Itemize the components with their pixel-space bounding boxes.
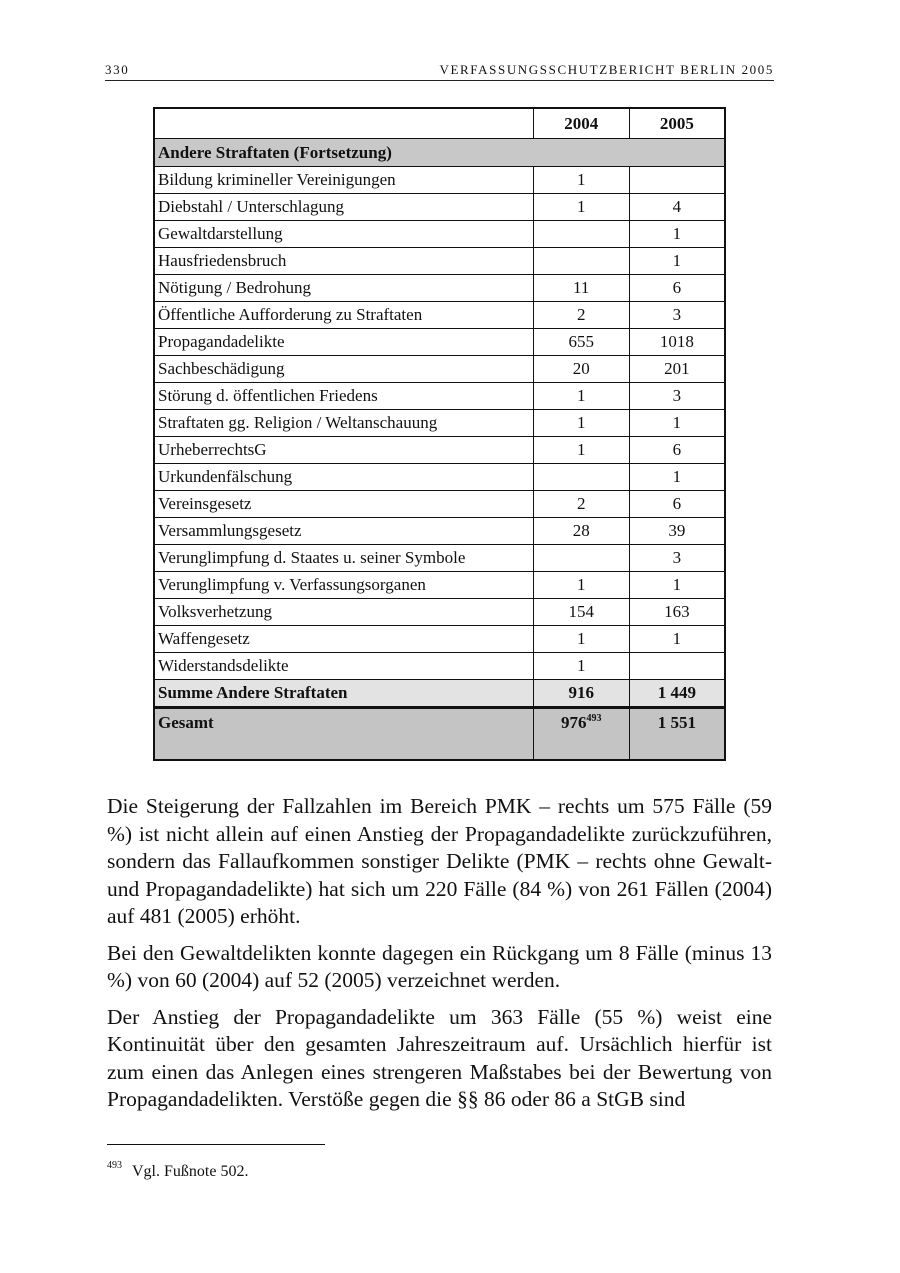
table-row — [154, 194, 725, 221]
gesamt-2005: 1 551 — [629, 708, 725, 761]
row-value-2005: 3 — [629, 545, 725, 572]
row-label: Volksverhetzung — [154, 599, 533, 626]
row-value-2005: 4 — [629, 194, 725, 221]
row-value-2004: 2 — [533, 302, 629, 329]
table-row — [154, 437, 725, 464]
table-row — [154, 545, 725, 572]
row-value-2004: 2 — [533, 491, 629, 518]
row-label: Störung d. öffentlichen Friedens — [154, 383, 533, 410]
row-value-2004 — [533, 248, 629, 275]
row-label: Gewaltdarstellung — [154, 221, 533, 248]
row-label: UrheberrechtsG — [154, 437, 533, 464]
footnote — [107, 1160, 248, 1181]
page-header — [105, 60, 774, 81]
table-row — [154, 653, 725, 680]
body-text — [107, 793, 772, 1123]
row-value-2004: 1 — [533, 167, 629, 194]
row-value-2004: 28 — [533, 518, 629, 545]
footnote-divider — [107, 1144, 325, 1145]
row-value-2004: 154 — [533, 599, 629, 626]
row-value-2004: 1 — [533, 572, 629, 599]
footnote-number: 493 — [107, 1160, 122, 1171]
table-row — [154, 599, 725, 626]
row-value-2004: 1 — [533, 437, 629, 464]
footnote-reference[interactable]: 493 — [586, 713, 602, 724]
row-value-2005: 163 — [629, 599, 725, 626]
table-row — [154, 383, 725, 410]
row-value-2005 — [629, 167, 725, 194]
row-value-2005: 1 — [629, 221, 725, 248]
section-title: Andere Straftaten (Fortsetzung) — [154, 139, 725, 167]
row-value-2005: 3 — [629, 383, 725, 410]
running-title: VERFASSUNGSSCHUTZBERICHT BERLIN 2005 — [439, 62, 774, 77]
row-label: Diebstahl / Unterschlagung — [154, 194, 533, 221]
paragraph-3: Der Anstieg der Propagandadelikte um 363 Fälle (55 %) weist eine Kontinuität über den gesamten Jahreszeitraum auf. Ursächlich hierfür ist zum einen das Anlegen eines strengeren Maßstabes bei der Bewertung von Propagandadelikten. Verstöße gegen die §§ 86 oder 86 a StGB sind — [107, 1004, 772, 1111]
row-value-2004 — [533, 545, 629, 572]
section-row — [154, 139, 725, 167]
row-value-2004 — [533, 464, 629, 491]
row-value-2005: 1018 — [629, 329, 725, 356]
table-row — [154, 302, 725, 329]
row-label: Vereinsgesetz — [154, 491, 533, 518]
table-row — [154, 464, 725, 491]
statistics-table — [153, 107, 726, 761]
row-label: Verunglimpfung d. Staates u. seiner Symbole — [154, 545, 533, 572]
table-header-row — [154, 108, 725, 139]
summe-2004: 916 — [533, 680, 629, 708]
paragraph-2: Bei den Gewaltdelikten konnte dagegen ein Rückgang um 8 Fälle (minus 13 %) von 60 (2004) auf 52 (2005) verzeichnet werden. — [107, 940, 772, 992]
table-row — [154, 275, 725, 302]
row-value-2005: 6 — [629, 491, 725, 518]
summe-2005: 1 449 — [629, 680, 725, 708]
column-header-blank — [154, 108, 533, 139]
row-value-2005: 1 — [629, 410, 725, 437]
page-number: 330 — [105, 62, 130, 77]
summe-label: Summe Andere Straftaten — [154, 680, 533, 708]
gesamt-row — [154, 708, 725, 761]
row-label: Nötigung / Bedrohung — [154, 275, 533, 302]
gesamt-2004-cell — [533, 708, 629, 761]
row-value-2005: 3 — [629, 302, 725, 329]
table-row — [154, 329, 725, 356]
row-value-2005: 1 — [629, 572, 725, 599]
table-row — [154, 491, 725, 518]
row-value-2004: 1 — [533, 653, 629, 680]
table-row — [154, 572, 725, 599]
row-label: Straftaten gg. Religion / Weltanschauung — [154, 410, 533, 437]
row-label: Versammlungsgesetz — [154, 518, 533, 545]
row-value-2005: 1 — [629, 248, 725, 275]
row-value-2004: 1 — [533, 194, 629, 221]
column-header-2004: 2004 — [533, 108, 629, 139]
row-label: Öffentliche Aufforderung zu Straftaten — [154, 302, 533, 329]
row-value-2005 — [629, 653, 725, 680]
paragraph-1: Die Steigerung der Fallzahlen im Bereich PMK – rechts um 575 Fälle (59 %) ist nicht allein auf einen Anstieg der Propagandadelikte zurückzuführen, sondern das Fallaufkommen sonstiger Delikte (PMK – rechts ohne Gewalt- und Propagandadelikte) hat sich um 220 Fälle (84 %) von 261 Fällen (2004) auf 481 (2005) erhöht. — [107, 794, 772, 928]
table-row — [154, 410, 725, 437]
row-label: Waffengesetz — [154, 626, 533, 653]
row-value-2005: 201 — [629, 356, 725, 383]
table-row — [154, 518, 725, 545]
row-value-2005: 1 — [629, 626, 725, 653]
row-value-2005: 6 — [629, 437, 725, 464]
summe-row — [154, 680, 725, 708]
gesamt-2004: 976 — [560, 713, 587, 732]
row-label: Verunglimpfung v. Verfassungsorganen — [154, 572, 533, 599]
row-value-2005: 39 — [629, 518, 725, 545]
row-label: Hausfriedensbruch — [154, 248, 533, 275]
row-value-2004: 11 — [533, 275, 629, 302]
table-row — [154, 626, 725, 653]
table-row — [154, 167, 725, 194]
gesamt-label: Gesamt — [154, 708, 533, 761]
row-label: Propagandadelikte — [154, 329, 533, 356]
row-value-2004: 1 — [533, 383, 629, 410]
table-row — [154, 356, 725, 383]
table-body — [154, 139, 725, 680]
row-value-2004: 20 — [533, 356, 629, 383]
footnote-text: Vgl. Fußnote 502. — [132, 1163, 249, 1180]
table-row — [154, 221, 725, 248]
row-value-2004: 1 — [533, 626, 629, 653]
column-header-2005: 2005 — [629, 108, 725, 139]
table-row — [154, 248, 725, 275]
row-value-2005: 6 — [629, 275, 725, 302]
row-label: Sachbeschädigung — [154, 356, 533, 383]
row-value-2004: 655 — [533, 329, 629, 356]
row-label: Widerstandsdelikte — [154, 653, 533, 680]
row-label: Bildung krimineller Vereinigungen — [154, 167, 533, 194]
row-value-2005: 1 — [629, 464, 725, 491]
row-value-2004: 1 — [533, 410, 629, 437]
row-label: Urkundenfälschung — [154, 464, 533, 491]
row-value-2004 — [533, 221, 629, 248]
